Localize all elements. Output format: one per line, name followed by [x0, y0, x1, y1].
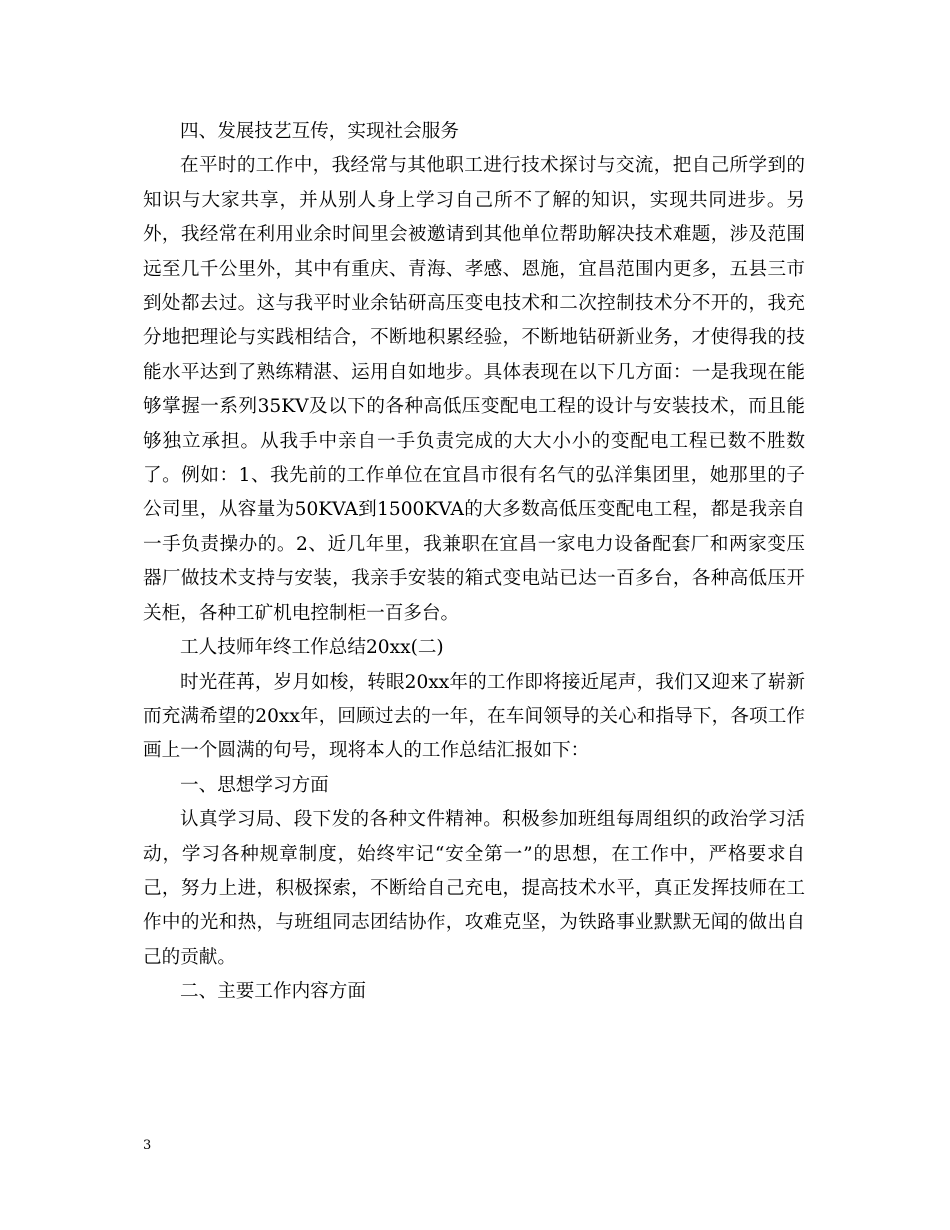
document-body: [143, 115, 805, 1010]
page-number: 3: [143, 1138, 152, 1153]
body-paragraph-skills-exchange: 在平时的工作中，我经常与其他职工进行技术探讨与交流，把自己所学到的知识与大家共享，并从别人身上学习自己所不了解的知识，实现共同进步。另外，我经常在利用业余时间里会被邀请到其他单位帮助解决技术难题，涉及范围远至几千公里外，其中有重庆、青海、孝感、恩施，宜昌范围内更多，五县三市到处都去过。这与我平时业余钻研高压变电技术和二次控制技术分不开的，我充分地把理论与实践相结合，不断地积累经验，不断地钻研新业务，才使得我的技能水平达到了熟练精湛、运用自如地步。具体表现在以下几方面：一是我现在能够掌握一系列35KV及以下的各种高低压变配电工程的设计与安装技术，而且能够独立承担。从我手中亲自一手负责完成的大大小小的变配电工程已数不胜数了。例如：1、我先前的工作单位在宜昌市很有名气的弘洋集团里，她那里的子公司里，从容量为50KVA到1500KVA的大多数高低压变配电工程，都是我亲自一手负责操办的。2、近几年里，我兼职在宜昌一家电力设备配套厂和两家变压器厂做技术支持与安装，我亲手安装的箱式变电站已达一百多台，各种高低压开关柜，各种工矿机电控制柜一百多台。: [143, 155, 805, 624]
section-heading-skills-exchange: 四、发展技艺互传，实现社会服务: [180, 121, 459, 142]
body-paragraph-ideology-study: 认真学习局、段下发的各种文件精神。积极参加班组每周组织的政治学习活动，学习各种规章制度，始终牢记“安全第一”的思想，在工作中，严格要求自己，努力上进，积极探索，不断给自己充电，提高技术水平，真正发挥技师在工作中的光和热，与班组同志团结协作，攻难克坚，为铁路事业默默无闻的做出自己的贡献。: [143, 809, 805, 968]
section-heading-main-work: 二、主要工作内容方面: [180, 981, 366, 1003]
document-title-part-two: 工人技师年终工作总结20xx(二): [180, 637, 444, 659]
section-heading-ideology-study: 一、思想学习方面: [180, 774, 329, 796]
body-paragraph-intro: 时光荏苒，岁月如梭，转眼20xx年的工作即将接近尾声，我们又迎来了崭新而充满希望的20xx年，回顾过去的一年，在车间领导的关心和指导下，各项工作画上一个圆满的句号，现将本人的工作总结汇报如下：: [143, 671, 805, 762]
